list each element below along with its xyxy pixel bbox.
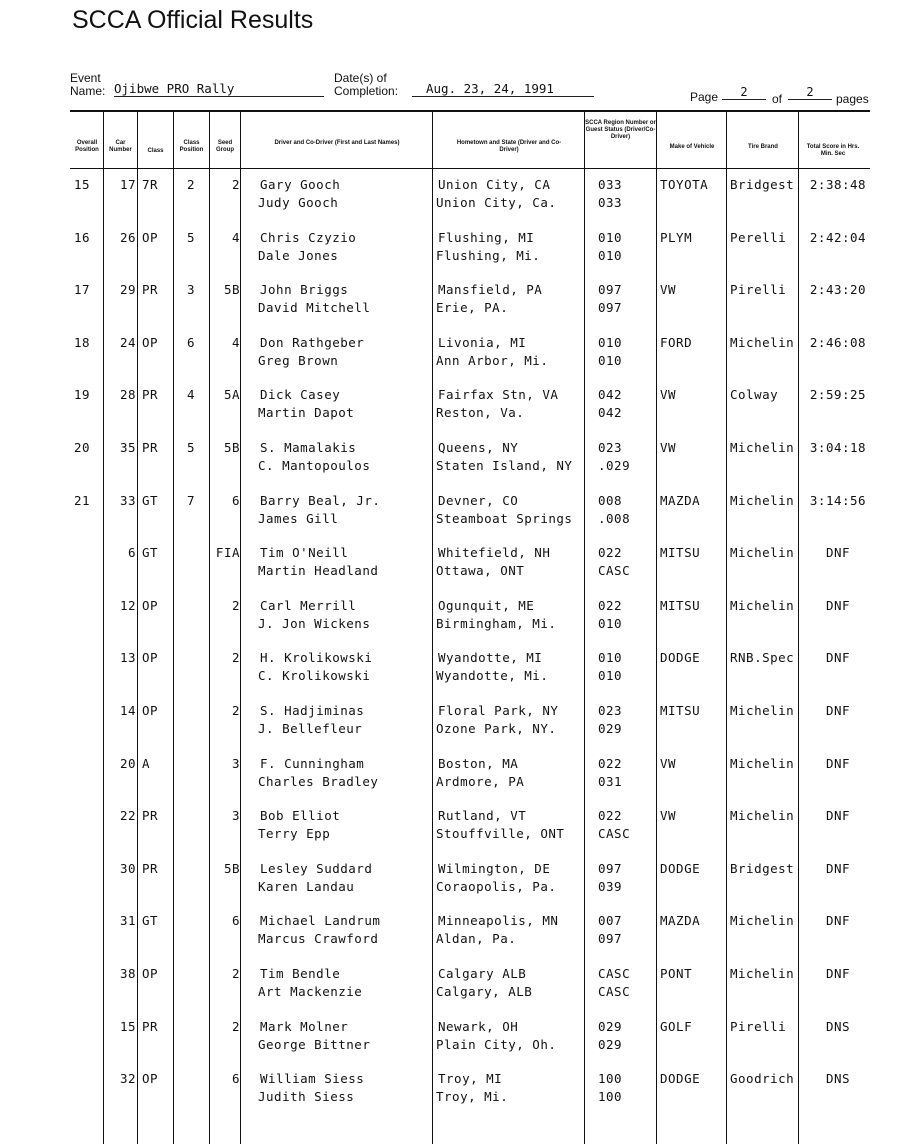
region-driver: 010 <box>598 229 623 245</box>
car-number: 29 <box>119 282 136 298</box>
region-codriver: CASC <box>598 563 631 579</box>
region-driver: 029 <box>598 1018 623 1034</box>
hometown-codriver: Troy, Mi. <box>436 1089 509 1105</box>
class-position: 2 <box>186 177 196 192</box>
overall-position: 15 <box>74 177 91 192</box>
hometown-codriver: Wyandotte, Mi. <box>436 668 549 684</box>
region-driver: 010 <box>598 334 623 350</box>
codriver-name: J. Jon Wickens <box>258 615 371 631</box>
vehicle-make: PONT <box>660 966 693 981</box>
tire-brand: Michelin <box>730 492 795 508</box>
codriver-name: Karen Landau <box>258 878 355 894</box>
vehicle-make: FORD <box>660 334 693 350</box>
page-of-label: of <box>772 92 783 106</box>
driver-name: Gary Gooch <box>260 177 341 192</box>
pages-label: pages <box>836 92 869 106</box>
car-number: 38 <box>119 966 136 981</box>
region-codriver: 010 <box>598 247 623 263</box>
class: GT <box>142 913 159 929</box>
driver-name: Mark Molner <box>260 1018 349 1034</box>
dates-value: Aug. 23, 24, 1991 <box>412 82 594 97</box>
region-codriver: 029 <box>598 721 623 736</box>
total-score: DNF <box>825 860 851 876</box>
document-title: SCCA Official Results <box>72 6 314 34</box>
car-number: 28 <box>119 387 136 403</box>
hometown-driver: Whitefield, NH <box>438 545 551 561</box>
car-number: 32 <box>119 1071 136 1087</box>
hometown-driver: Union City, CA <box>438 177 551 192</box>
tire-brand: Colway <box>730 387 779 403</box>
codriver-name: Judith Siess <box>258 1089 355 1105</box>
region-driver: 022 <box>598 808 623 824</box>
seed-group: 5B <box>223 440 240 455</box>
tire-brand: Bridgest <box>730 177 795 192</box>
tire-brand: Michelin <box>730 808 795 824</box>
overall-position: 17 <box>74 282 91 298</box>
hometown-driver: Fairfax Stn, VA <box>438 387 559 403</box>
hometown-driver: Wyandotte, MI <box>438 650 543 666</box>
tire-brand: Michelin <box>730 703 795 718</box>
total-score: DNF <box>825 703 851 718</box>
car-number: 35 <box>119 440 136 455</box>
class: OP <box>142 703 159 718</box>
codriver-name: David Mitchell <box>258 300 371 316</box>
total-score: 2:46:08 <box>809 334 867 350</box>
tire-brand: Michelin <box>730 334 795 350</box>
total-score: 2:38:48 <box>809 177 867 192</box>
class: OP <box>142 334 159 350</box>
vehicle-make: GOLF <box>660 1018 693 1034</box>
hometown-driver: Floral Park, NY <box>438 703 559 718</box>
overall-position: 16 <box>74 229 91 245</box>
total-score: DNF <box>825 650 851 666</box>
tire-brand: Michelin <box>730 755 795 771</box>
seed-group: 4 <box>231 229 240 245</box>
codriver-name: Terry Epp <box>258 826 331 842</box>
tire-brand: Michelin <box>730 545 795 561</box>
vehicle-make: VW <box>660 755 677 771</box>
seed-group: 6 <box>231 492 240 508</box>
tire-brand: RNB.Spec <box>730 650 795 666</box>
class-position: 5 <box>186 229 196 245</box>
driver-name: Lesley Suddard <box>260 860 373 876</box>
driver-name: Don Rathgeber <box>260 334 365 350</box>
region-codriver: .008 <box>598 510 631 526</box>
tire-brand: Bridgest <box>730 860 795 876</box>
hometown-driver: Calgary ALB <box>438 966 527 981</box>
class: PR <box>142 808 159 824</box>
codriver-name: Charles Bradley <box>258 773 379 789</box>
total-score: DNF <box>825 913 851 929</box>
driver-name: H. Krolikowski <box>260 650 373 666</box>
overall-position: 21 <box>74 492 91 508</box>
region-codriver: 010 <box>598 352 623 368</box>
driver-name: Michael Landrum <box>260 913 381 929</box>
region-driver: 023 <box>598 703 623 718</box>
overall-position: 20 <box>74 440 91 455</box>
region-codriver: CASC <box>598 826 631 842</box>
region-codriver: .029 <box>598 458 631 473</box>
region-driver: 033 <box>598 177 623 192</box>
col-header-car-number: Car Number <box>109 140 132 153</box>
class: PR <box>142 440 159 455</box>
region-codriver: 029 <box>598 1036 623 1052</box>
class: OP <box>142 1071 159 1087</box>
region-codriver: 039 <box>598 878 623 894</box>
col-header-hometown: Hometown and State (Driver and Co-Driver) <box>456 140 562 153</box>
region-codriver: 042 <box>598 405 623 421</box>
region-driver: 023 <box>598 440 623 455</box>
hometown-driver: Ogunquit, ME <box>438 597 535 613</box>
driver-name: Chris Czyzio <box>260 229 357 245</box>
hometown-codriver: Calgary, ALB <box>436 984 533 999</box>
seed-group: 3 <box>231 808 240 824</box>
vehicle-make: DODGE <box>660 1071 701 1087</box>
vehicle-make: VW <box>660 282 677 298</box>
hometown-driver: Wilmington, DE <box>438 860 551 876</box>
col-header-class-position: Class Position <box>179 140 204 153</box>
vehicle-make: MITSU <box>660 703 701 718</box>
region-driver: 097 <box>598 282 623 298</box>
class-position: 4 <box>186 387 196 403</box>
hometown-codriver: Birmingham, Mi. <box>436 615 557 631</box>
hometown-codriver: Coraopolis, Pa. <box>436 878 557 894</box>
hometown-driver: Queens, NY <box>438 440 519 455</box>
col-header-tire: Tire Brand <box>748 144 778 150</box>
vehicle-make: DODGE <box>660 860 701 876</box>
region-codriver: 010 <box>598 668 623 684</box>
seed-group: 2 <box>231 597 240 613</box>
driver-name: Carl Merrill <box>260 597 357 613</box>
overall-position: 19 <box>74 387 91 403</box>
class-position: 3 <box>186 282 196 298</box>
hometown-codriver: Erie, PA. <box>436 300 509 316</box>
region-codriver: CASC <box>598 984 631 999</box>
col-header-overall-position: Overall Position <box>75 140 99 153</box>
hometown-codriver: Flushing, Mi. <box>436 247 541 263</box>
tire-brand: Goodrich <box>730 1071 795 1087</box>
codriver-name: Dale Jones <box>258 247 339 263</box>
region-codriver: 010 <box>598 615 623 631</box>
seed-group: FIA <box>215 545 240 561</box>
driver-name: S. Mamalakis <box>260 440 357 455</box>
col-header-seed-group: Seed Group <box>216 140 234 153</box>
class: PR <box>142 282 159 298</box>
car-number: 12 <box>119 597 136 613</box>
total-score: 2:59:25 <box>809 387 867 403</box>
seed-group: 5B <box>223 282 240 298</box>
car-number: 22 <box>119 808 136 824</box>
region-driver: 022 <box>598 545 623 561</box>
event-name-label: Event Name: <box>70 71 106 98</box>
event-name-value: Ojibwe PRO Rally <box>114 82 324 97</box>
total-score: DNF <box>825 808 851 824</box>
seed-group: 5A <box>223 387 240 403</box>
class: GT <box>142 545 159 561</box>
page-label: Page <box>690 90 719 104</box>
hometown-driver: Livonia, MI <box>438 334 527 350</box>
vehicle-make: MAZDA <box>660 913 701 929</box>
seed-group: 6 <box>231 913 240 929</box>
hometown-codriver: Aldan, Pa. <box>436 931 517 947</box>
codriver-name: James Gill <box>258 510 339 526</box>
total-score: 3:14:56 <box>809 492 867 508</box>
codriver-name: C. Mantopoulos <box>258 458 371 473</box>
vehicle-make: VW <box>660 808 677 824</box>
hometown-codriver: Stouffville, ONT <box>436 826 565 842</box>
class: PR <box>142 387 159 403</box>
region-codriver: 097 <box>598 300 623 316</box>
driver-name: Tim Bendle <box>260 966 341 981</box>
region-driver: 042 <box>598 387 623 403</box>
hometown-codriver: Union City, Ca. <box>436 195 557 210</box>
total-score: DNF <box>825 966 851 981</box>
hometown-codriver: Steamboat Springs <box>436 510 573 526</box>
tire-brand: Michelin <box>730 913 795 929</box>
hometown-driver: Flushing, MI <box>438 229 535 245</box>
vehicle-make: DODGE <box>660 650 701 666</box>
class-position: 7 <box>186 492 196 508</box>
hometown-driver: Minneapolis, MN <box>438 913 559 929</box>
vehicle-make: TOYOTA <box>660 177 709 192</box>
hometown-codriver: Staten Island, NY <box>436 458 573 473</box>
class-position: 6 <box>186 334 196 350</box>
hometown-codriver: Ardmore, PA <box>436 773 525 789</box>
seed-group: 6 <box>231 1071 240 1087</box>
codriver-name: J. Bellefleur <box>258 721 363 736</box>
region-driver: 022 <box>598 597 623 613</box>
hometown-driver: Devner, CO <box>438 492 519 508</box>
seed-group: 2 <box>231 966 240 981</box>
car-number: 14 <box>119 703 136 718</box>
region-driver: 008 <box>598 492 623 508</box>
col-header-driver: Driver and Co-Driver (First and Last Names) <box>274 140 400 146</box>
hometown-codriver: Plain City, Oh. <box>436 1036 557 1052</box>
car-number: 15 <box>119 1018 136 1034</box>
codriver-name: George Bittner <box>258 1036 371 1052</box>
class: OP <box>142 229 159 245</box>
total-score: 3:04:18 <box>809 440 867 455</box>
total-score: 2:42:04 <box>809 229 867 245</box>
car-number: 24 <box>119 334 136 350</box>
class: OP <box>142 966 159 981</box>
tire-brand: Michelin <box>730 440 795 455</box>
vehicle-make: MAZDA <box>660 492 701 508</box>
car-number: 31 <box>119 913 136 929</box>
region-codriver: 097 <box>598 931 623 947</box>
region-codriver: 100 <box>598 1089 623 1105</box>
tire-brand: Michelin <box>730 597 795 613</box>
region-codriver: 033 <box>598 195 623 210</box>
driver-name: Barry Beal, Jr. <box>260 492 381 508</box>
driver-name: F. Cunningham <box>260 755 365 771</box>
col-header-region: SCCA Region Number or Guest Status (Driver/Co-Driver) <box>585 120 656 140</box>
seed-group: 2 <box>231 1018 240 1034</box>
class: OP <box>142 650 159 666</box>
class: OP <box>142 597 159 613</box>
car-number: 17 <box>119 177 136 192</box>
vehicle-make: MITSU <box>660 545 701 561</box>
driver-name: William Siess <box>260 1071 365 1087</box>
seed-group: 5B <box>223 860 240 876</box>
driver-name: S. Hadjiminas <box>260 703 365 718</box>
class: 7R <box>142 177 159 192</box>
hometown-codriver: Ann Arbor, Mi. <box>436 352 549 368</box>
hometown-driver: Rutland, VT <box>438 808 527 824</box>
tire-brand: Perelli <box>730 229 787 245</box>
page-total: 2 <box>788 86 832 100</box>
total-score: DNF <box>825 755 851 771</box>
codriver-name: C. Krolikowski <box>258 668 371 684</box>
total-score: 2:43:20 <box>809 282 867 298</box>
region-codriver: 031 <box>598 773 623 789</box>
total-score: DNF <box>825 545 851 561</box>
col-header-class: Class <box>147 148 164 154</box>
codriver-name: Martin Headland <box>258 563 379 579</box>
driver-name: John Briggs <box>260 282 349 298</box>
vehicle-make: PLYM <box>660 229 693 245</box>
overall-position: 18 <box>74 334 91 350</box>
region-driver: 100 <box>598 1071 623 1087</box>
class: PR <box>142 1018 159 1034</box>
class: PR <box>142 860 159 876</box>
car-number: 26 <box>119 229 136 245</box>
hometown-codriver: Ottawa, ONT <box>436 563 525 579</box>
codriver-name: Martin Dapot <box>258 405 355 421</box>
class: GT <box>142 492 159 508</box>
region-driver: 010 <box>598 650 623 666</box>
codriver-name: Marcus Crawford <box>258 931 379 947</box>
driver-name: Dick Casey <box>260 387 341 403</box>
region-driver: 007 <box>598 913 623 929</box>
region-driver: 022 <box>598 755 623 771</box>
driver-name: Tim O'Neill <box>260 545 349 561</box>
car-number: 30 <box>119 860 136 876</box>
driver-name: Bob Elliot <box>260 808 341 824</box>
vehicle-make: VW <box>660 387 677 403</box>
hometown-codriver: Ozone Park, NY. <box>436 721 557 736</box>
dates-label: Date(s) of Completion: <box>334 71 399 98</box>
seed-group: 4 <box>231 334 240 350</box>
car-number: 20 <box>119 755 136 771</box>
tire-brand: Michelin <box>730 966 795 981</box>
total-score: DNF <box>825 597 851 613</box>
hometown-codriver: Reston, Va. <box>436 405 525 421</box>
hometown-driver: Troy, MI <box>438 1071 503 1087</box>
vehicle-make: VW <box>660 440 677 455</box>
vehicle-make: MITSU <box>660 597 701 613</box>
seed-group: 2 <box>231 177 240 192</box>
seed-group: 2 <box>231 703 240 718</box>
codriver-name: Judy Gooch <box>258 195 339 210</box>
hometown-driver: Boston, MA <box>438 755 519 771</box>
tire-brand: Pirelli <box>730 1018 787 1034</box>
class: A <box>142 755 151 771</box>
total-score: DNS <box>825 1071 851 1087</box>
car-number: 33 <box>119 492 136 508</box>
codriver-name: Greg Brown <box>258 352 339 368</box>
col-header-make: Make of Vehicle <box>669 144 715 150</box>
hometown-driver: Newark, OH <box>438 1018 519 1034</box>
region-driver: 097 <box>598 860 623 876</box>
car-number: 6 <box>127 545 136 561</box>
hometown-driver: Mansfield, PA <box>438 282 543 298</box>
car-number: 13 <box>119 650 136 666</box>
seed-group: 2 <box>231 650 240 666</box>
col-header-score: Total Score in Hrs. Min. Sec <box>806 144 860 157</box>
region-driver: CASC <box>598 966 631 981</box>
tire-brand: Pirelli <box>730 282 787 298</box>
codriver-name: Art Mackenzie <box>258 984 363 999</box>
page-current: 2 <box>722 86 766 100</box>
total-score: DNS <box>825 1018 851 1034</box>
class-position: 5 <box>186 440 196 455</box>
seed-group: 3 <box>231 755 240 771</box>
